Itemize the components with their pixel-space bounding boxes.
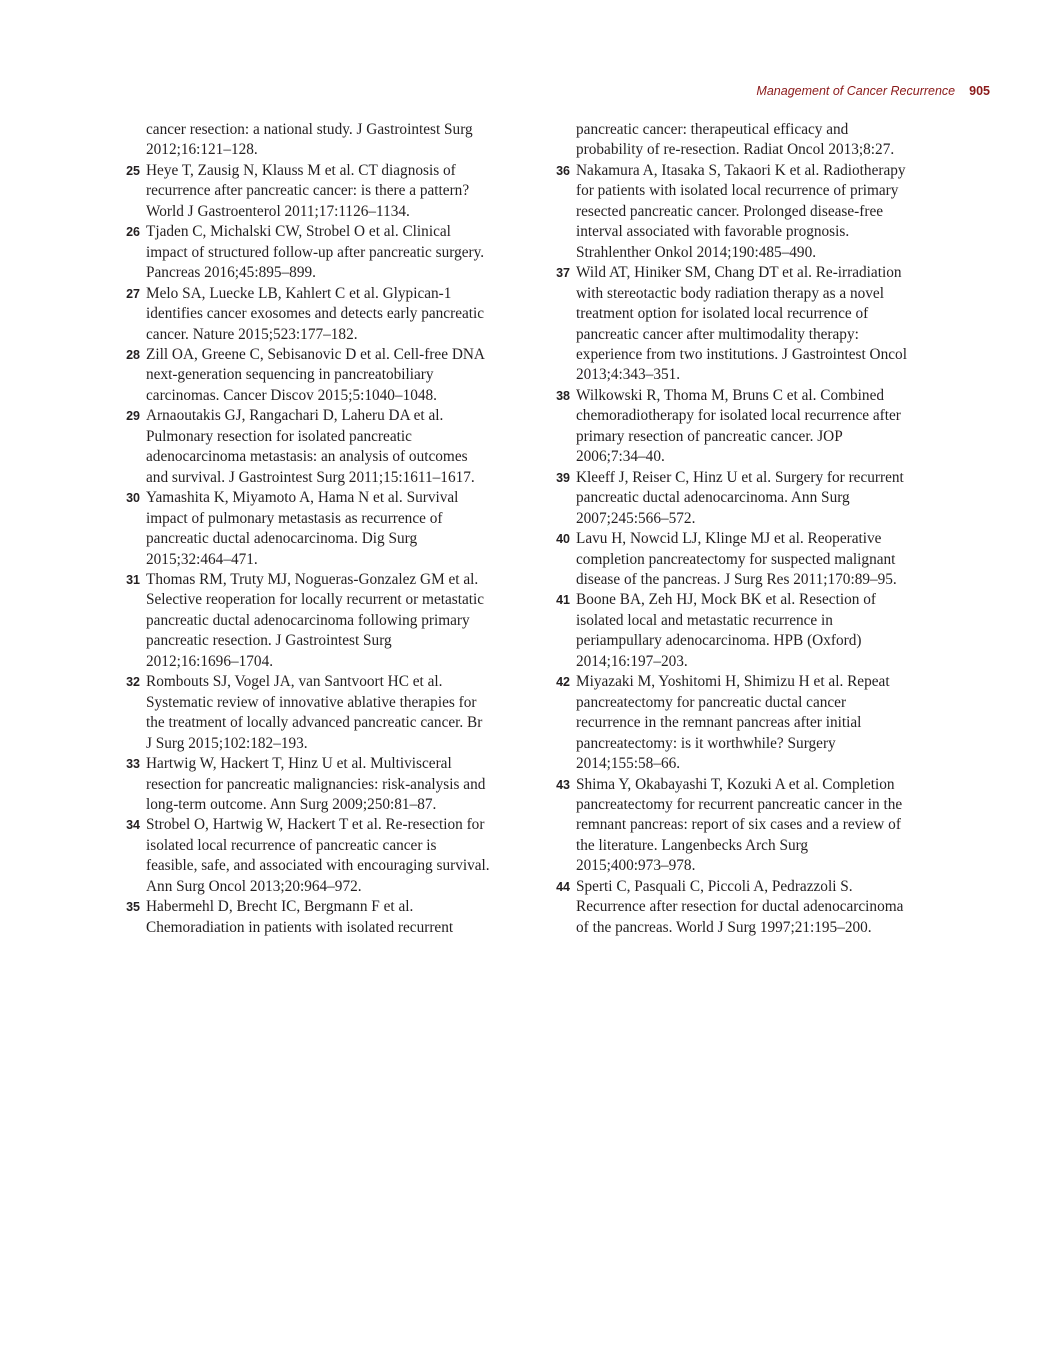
reference-text-line: 2006;7:34–40. [576, 448, 665, 466]
reference-text-line: impact of pulmonary metastasis as recurrence of [146, 509, 443, 527]
reference-text-line: treatment option for isolated local recurrence of [576, 305, 869, 323]
reference-text-line: Pancreas 2016;45:895–899. [146, 264, 316, 282]
reference-text-line: Selective reoperation for locally recurrent or metastatic [146, 591, 485, 609]
reference-text-line: Systematic review of innovative ablative therapies for [146, 693, 477, 711]
reference-text-line: for patients with isolated local recurrence of primary [576, 182, 899, 200]
reference-text-line: of the pancreas. World J Surg 1997;21:195–200. [576, 918, 872, 936]
reference-text-line: Nakamura A, Itasaka S, Takaori K et al. Radiotherapy [576, 161, 906, 179]
reference-text-line: Sperti C, Pasquali C, Piccoli A, Pedrazzoli S. [576, 877, 853, 895]
reference-item [120, 754, 530, 815]
reference-text-line: Recurrence after resection for ductal adenocarcinoma [576, 898, 904, 916]
reference-number: 40 [556, 532, 570, 547]
reference-text-line: Rombouts SJ, Vogel JA, van Santvoort HC et al. [146, 673, 443, 691]
reference-number: 39 [556, 470, 570, 485]
reference-item [120, 406, 530, 488]
reference-number: 34 [126, 818, 140, 833]
reference-text-line: disease of the pancreas. J Surg Res 2011;170:89–95. [576, 570, 897, 588]
reference-text-line: Shima Y, Okabayashi T, Kozuki A et al. Completion [576, 775, 895, 793]
reference-text-line: isolated local and metastatic recurrence in [576, 611, 833, 629]
reference-number: 28 [126, 347, 140, 362]
reference-text-line: 2014;16:197–203. [576, 652, 688, 670]
reference-number: 33 [126, 757, 140, 772]
reference-column-right [550, 120, 950, 938]
reference-text-line: pancreatic ductal adenocarcinoma. Dig Surg [146, 530, 418, 548]
running-head [756, 84, 990, 98]
reference-text-line: 2015;400:973–978. [576, 857, 696, 875]
reference-text-line: Miyazaki M, Yoshitomi H, Shimizu H et al. Repeat [576, 673, 890, 691]
reference-text-line: Yamashita K, Miyamoto A, Hama N et al. Survival [146, 489, 459, 507]
reference-text-line: Wild AT, Hiniker SM, Chang DT et al. Re-irradiation [576, 264, 902, 282]
reference-text-line: 2012;16:1696–1704. [146, 652, 274, 670]
reference-item [120, 570, 530, 672]
reference-text-line: Lavu H, Nowcid LJ, Klinge MJ et al. Reoperative [576, 530, 882, 548]
reference-text-line: Boone BA, Zeh HJ, Mock BK et al. Resection of [576, 591, 876, 609]
reference-text-line: recurrence in the remnant pancreas after initial [576, 714, 862, 732]
reference-text-line: impact of structured follow-up after pancreatic surgery. [146, 243, 485, 261]
reference-item [120, 284, 530, 345]
reference-number: 37 [556, 266, 570, 281]
reference-continuation [120, 120, 530, 161]
reference-text-line: resected pancreatic cancer. Prolonged disease-free [576, 202, 884, 220]
reference-item [120, 488, 530, 570]
reference-item [550, 590, 950, 672]
reference-text-line: Heye T, Zausig N, Klauss M et al. CT diagnosis of [146, 161, 456, 179]
reference-text-line: pancreatic ductal adenocarcinoma. Ann Surg [576, 489, 850, 507]
reference-item [550, 161, 950, 263]
reference-number: 43 [556, 777, 570, 792]
reference-text-line: completion pancreatectomy for suspected malignant [576, 550, 896, 568]
reference-item [550, 877, 950, 938]
reference-text-line: remnant pancreas: report of six cases and a review of [576, 816, 901, 834]
reference-item [550, 529, 950, 590]
reference-item [120, 222, 530, 283]
reference-text-line: pancreatectomy: is it worthwhile? Surgery [576, 734, 836, 752]
reference-text-line: Tjaden C, Michalski CW, Strobel O et al. Clinical [146, 223, 451, 241]
reference-text-line: Wilkowski R, Thoma M, Bruns C et al. Combined [576, 386, 885, 404]
reference-item [550, 775, 950, 877]
page-number: 905 [969, 84, 990, 98]
reference-text-line: 2015;32:464–471. [146, 550, 258, 568]
reference-text-line: next-generation sequencing in pancreatobiliary [146, 366, 434, 384]
reference-text-line: Strahlenther Onkol 2014;190:485–490. [576, 243, 817, 261]
reference-number: 32 [126, 675, 140, 690]
reference-text-line: Arnaoutakis GJ, Rangachari D, Laheru DA et al. [146, 407, 444, 425]
reference-text-line: 2013;4:343–351. [576, 366, 681, 384]
reference-text-line: pancreatectomy for pancreatic ductal cancer [576, 693, 847, 711]
reference-text-line: pancreatic cancer after multimodality therapy: [576, 325, 859, 343]
reference-item [120, 161, 530, 222]
reference-item [550, 386, 950, 468]
reference-text-line: 2007;245:566–572. [576, 509, 696, 527]
reference-number: 38 [556, 388, 570, 403]
reference-text-line: chemoradiotherapy for isolated local recurrence after [576, 407, 901, 425]
reference-number: 26 [126, 225, 140, 240]
reference-text-line: World J Gastroenterol 2011;17:1126–1134. [146, 202, 410, 220]
reference-text-line: cancer resection: a national study. J Gastrointest Surg [146, 121, 473, 138]
reference-continuation [550, 120, 950, 161]
reference-text-line: Kleeff J, Reiser C, Hinz U et al. Surgery for recurrent [576, 468, 904, 486]
reference-text-line: adenocarcinoma metastasis: an analysis of outcomes [146, 448, 468, 466]
reference-text-line: with stereotactic body radiation therapy as a novel [576, 284, 884, 302]
reference-text-line: feasible, safe, and associated with encouraging survival. [146, 857, 490, 875]
reference-text-line: pancreatic resection. J Gastrointest Surg [146, 632, 392, 650]
reference-text-line: isolated local recurrence of pancreatic cancer is [146, 836, 437, 854]
reference-text-line: Pulmonary resection for isolated pancreatic [146, 427, 412, 445]
reference-text-line: primary resection of pancreatic cancer. JOP [576, 427, 843, 445]
reference-text-line: J Surg 2015;102:182–193. [146, 734, 308, 752]
reference-text-line: Ann Surg Oncol 2013;20:964–972. [146, 877, 362, 895]
reference-text-line: Hartwig W, Hackert T, Hinz U et al. Multivisceral [146, 755, 452, 773]
reference-text-line: 2014;155:58–66. [576, 755, 681, 773]
reference-text-line: Habermehl D, Brecht IC, Bergmann F et al. [146, 898, 414, 916]
reference-text-line: and survival. J Gastrointest Surg 2011;15:1611–1617. [146, 468, 475, 486]
reference-text-line: experience from two institutions. J Gastrointest Oncol [576, 345, 907, 363]
reference-text-line: Zill OA, Greene C, Sebisanovic D et al. Cell-free DNA [146, 345, 485, 363]
reference-number: 35 [126, 900, 140, 915]
reference-number: 44 [556, 879, 570, 894]
reference-text-line: cancer. Nature 2015;523:177–182. [146, 325, 358, 343]
reference-number: 31 [126, 572, 140, 587]
reference-item [550, 672, 950, 774]
reference-text-line: pancreatic ductal adenocarcinoma following primary [146, 611, 470, 629]
reference-text-line: the treatment of locally advanced pancreatic cancer. Br [146, 714, 483, 732]
reference-number: 25 [126, 163, 140, 178]
reference-text-line: 2012;16:121–128. [146, 141, 258, 159]
reference-text-line: pancreatic cancer: therapeutical efficacy and [576, 121, 849, 138]
reference-text-line: identifies cancer exosomes and detects early pancreatic [146, 305, 485, 323]
reference-item [550, 468, 950, 529]
reference-text-line: Strobel O, Hartwig W, Hackert T et al. Re-resection for [146, 816, 485, 834]
reference-text-line: carcinomas. Cancer Discov 2015;5:1040–1048. [146, 386, 437, 404]
reference-text-line: recurrence after pancreatic cancer: is there a pattern? [146, 182, 470, 200]
reference-item [120, 672, 530, 754]
reference-text-line: Melo SA, Luecke LB, Kahlert C et al. Glypican-1 [146, 284, 452, 302]
reference-number: 36 [556, 163, 570, 178]
reference-number: 42 [556, 675, 570, 690]
reference-item [550, 263, 950, 386]
reference-text-line: resection for pancreatic malignancies: risk-analysis and [146, 775, 486, 793]
reference-text-line: long-term outcome. Ann Surg 2009;250:81–87. [146, 795, 437, 813]
reference-text-line: the literature. Langenbecks Arch Surg [576, 836, 809, 854]
reference-number: 30 [126, 491, 140, 506]
reference-text-line: Thomas RM, Truty MJ, Nogueras-Gonzalez GM et al. [146, 570, 479, 588]
reference-number: 29 [126, 409, 140, 424]
reference-text-line: pancreatectomy for recurrent pancreatic cancer in the [576, 795, 903, 813]
reference-text-line: interval associated with favorable prognosis. [576, 223, 850, 241]
reference-column-left [120, 120, 530, 938]
reference-item [120, 815, 530, 897]
reference-item [120, 345, 530, 406]
running-title: Management of Cancer Recurrence [756, 84, 956, 98]
reference-text-line: periampullary adenocarcinoma. HPB (Oxford) [576, 632, 862, 650]
reference-text-line: Chemoradiation in patients with isolated recurrent [146, 918, 454, 936]
reference-text-line: probability of re-resection. Radiat Oncol 2013;8:27. [576, 141, 895, 159]
reference-item [120, 897, 530, 938]
reference-number: 27 [126, 286, 140, 301]
reference-number: 41 [556, 593, 570, 608]
